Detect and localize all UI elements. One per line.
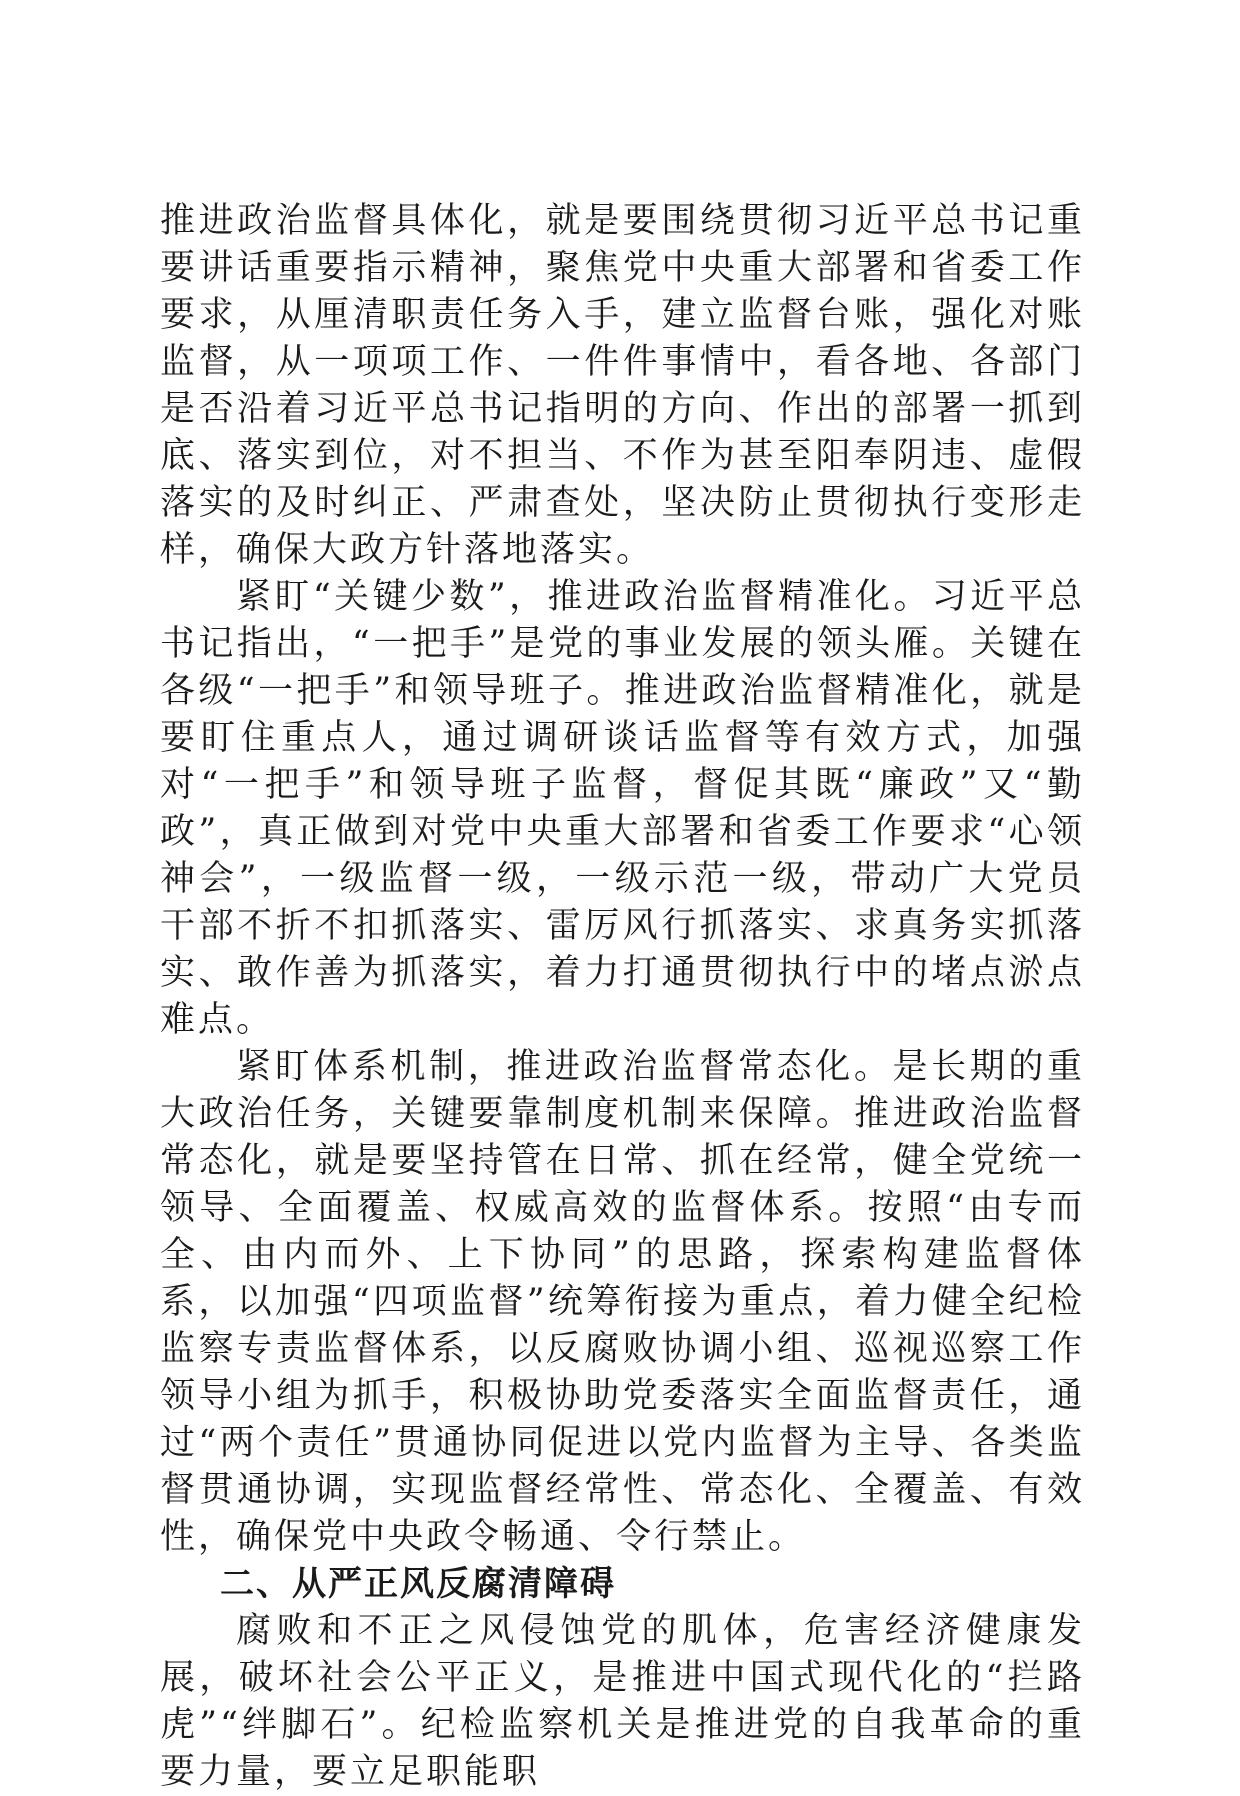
paragraph-political-supervision-concrete: 推进政治监督具体化，就是要围绕贯彻习近平总书记重要讲话重要指示精神，聚焦党中央重大部署和省委工作要求，从厘清职责任务入手，建立监督台账，强化对账监督，从一项项工作、一件件事情中，看各地、各部门是否沿着习近平总书记指明的方向、作出的部署一抓到底、落实到位，对不担当、不作为甚至阳奉阴违、虚假落实的及时纠正、严肃查处，坚决防止贯彻执行变形走样，确保大政方针落地落实。 (160, 201, 1085, 570)
section-heading: 二、从严正风反腐清障碍 (220, 1564, 616, 1604)
document-body (160, 198, 1085, 1796)
paragraph-key-minority: 紧盯“关键少数”，推进政治监督精准化。习近平总书记指出，“一把手”是党的事业发展的领头雁。关键在各级“一把手”和领导班子。推进政治监督精准化，就是要盯住重点人，通过调研谈话监督等有效方式，加强对“一把手”和领导班子监督，督促其既“廉政”又“勤政”，真正做到对党中央重大部署和省委工作要求“心领神会”，一级监督一级，一级示范一级，带动广大党员干部不折不扣抓落实、雷厉风行抓落实、求真务实抓落实、敢作善为抓落实，着力打通贯彻执行中的堵点淤点难点。 (160, 577, 1085, 1040)
paragraph-anti-corruption: 腐败和不正之风侵蚀党的肌体，危害经济健康发展，破坏社会公平正义，是推进中国式现代化的“拦路虎”“绊脚石”。纪检监察机关是推进党的自我革命的重要力量，要立足职能职 (160, 1611, 1085, 1792)
paragraph-system-mechanism: 紧盯体系机制，推进政治监督常态化。是长期的重大政治任务，关键要靠制度机制来保障。推进政治监督常态化，就是要坚持管在日常、抓在经常，健全党统一领导、全面覆盖、权威高效的监督体系。按照“由专而全、由内而外、上下协同”的思路，探索构建监督体系，以加强“四项监督”统筹衔接为重点，着力健全纪检监察专责监督体系，以反腐败协调小组、巡视巡察工作领导小组为抓手，积极协助党委落实全面监督责任，通过“两个责任”贯通协同促进以党内监督为主导、各类监督贯通协调，实现监督经常性、常态化、全覆盖、有效性，确保党中央政令畅通、令行禁止。 (160, 1047, 1085, 1557)
